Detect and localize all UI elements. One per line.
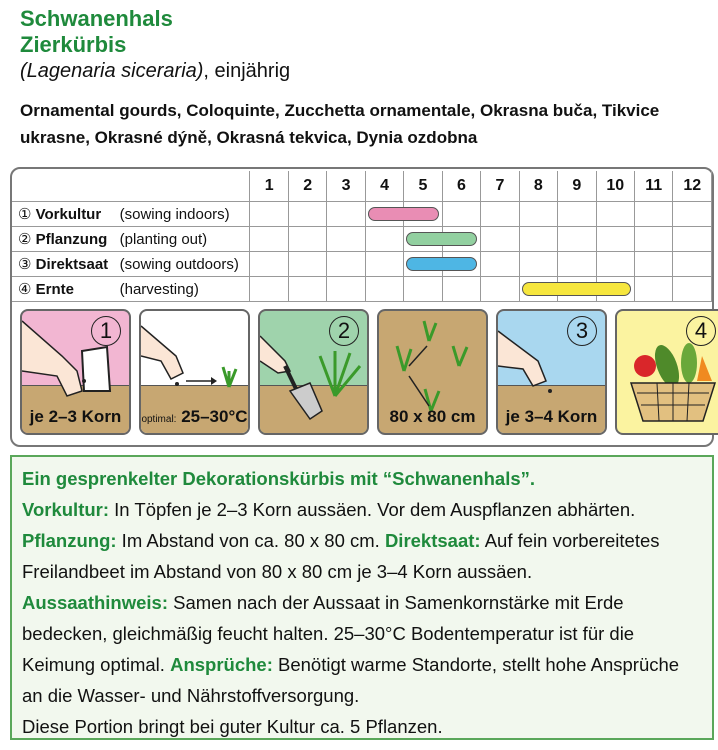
month-header: 9 [558, 171, 596, 201]
title-line2: Zierkürbis [20, 32, 127, 57]
instruction-panel [20, 309, 131, 435]
instruction-panels [20, 309, 718, 435]
step-number-badge: 4 [686, 316, 716, 346]
month-cell [288, 226, 326, 251]
period-bar [522, 282, 632, 296]
month-header: 6 [442, 171, 480, 201]
caption-text: je 2–3 Korn [29, 407, 122, 426]
month-cell [365, 226, 403, 251]
step-number-badge: 3 [567, 316, 597, 346]
month-cell [404, 226, 442, 251]
annual: , einjährig [203, 60, 291, 82]
vorkultur-label: Vorkultur: [22, 499, 110, 520]
month-cell [635, 251, 673, 276]
month-cell [558, 251, 596, 276]
month-header: 12 [673, 171, 712, 201]
month-cell [442, 276, 480, 301]
period-bar [406, 257, 477, 271]
row-label [12, 226, 250, 251]
row-label [12, 276, 250, 301]
info-box [10, 455, 714, 740]
month-cell [635, 201, 673, 226]
calendar-row [12, 226, 712, 251]
period-bar [368, 207, 439, 221]
month-cell [519, 251, 557, 276]
step-name: Vorkultur [35, 205, 102, 223]
step-number: ④ [18, 280, 32, 298]
row-label [12, 251, 250, 276]
latin: (Lagenaria siceraria) [20, 60, 204, 82]
month-header: 3 [327, 171, 365, 201]
aussaat-text: Samen nach der Aussaat in Samenkornstärke mit Erde bedecken, gleichmäßig feucht halten. 25–30°C Bodentemperatur ist für die Keimung optimal. [22, 592, 635, 675]
month-cell [519, 226, 557, 251]
month-cell [481, 251, 519, 276]
calendar-row [12, 201, 712, 226]
month-cell [558, 226, 596, 251]
caption-text: je 3–4 Korn [505, 407, 598, 426]
caption-small: optimal: [141, 414, 177, 425]
step-number-badge: 1 [91, 316, 121, 346]
step-number-badge: 2 [329, 316, 359, 346]
ansprueche-text: Benötigt warme Standorte, stellt hohe Ansprüche an die Wasser- und Nährstoffversorgung. [22, 654, 680, 706]
title-line1: Schwanenhals [20, 6, 173, 31]
month-cell [327, 226, 365, 251]
month-cell [288, 276, 326, 301]
month-cell [481, 201, 519, 226]
step-number: ① [18, 205, 32, 223]
ansprueche-label: Ansprüche: [170, 654, 273, 675]
month-header: 2 [288, 171, 326, 201]
month-header: 11 [635, 171, 673, 201]
month-cell [288, 251, 326, 276]
row-label [12, 201, 250, 226]
month-cell [481, 276, 519, 301]
pflanzung-label: Pflanzung: [22, 530, 117, 551]
product-title [20, 6, 173, 58]
month-cell [673, 226, 712, 251]
month-header: 7 [481, 171, 519, 201]
month-cell [673, 201, 712, 226]
month-cell [519, 276, 557, 301]
direktsaat-label: Direktsaat: [384, 530, 481, 551]
step-name: Ernte [35, 280, 74, 298]
calendar-row [12, 276, 712, 301]
month-cell [288, 201, 326, 226]
month-cell [673, 251, 712, 276]
caption-text: 80 x 80 cm [389, 407, 476, 426]
instruction-panel [377, 309, 488, 435]
month-cell [250, 201, 288, 226]
month-cell [404, 251, 442, 276]
instruction-panel [258, 309, 369, 435]
portion-text: Diese Portion bringt bei guter Kultur ca. 5 Pflanzen. [22, 716, 443, 737]
instruction-panel [496, 309, 607, 435]
month-cell [327, 201, 365, 226]
month-cell [250, 251, 288, 276]
aussaat-label: Aussaathinweis: [22, 592, 168, 613]
month-cell [250, 276, 288, 301]
month-cell [442, 201, 480, 226]
instruction-panel [615, 309, 718, 435]
caption-text: 25–30°C [181, 407, 248, 426]
month-cell [635, 276, 673, 301]
month-cell [596, 201, 634, 226]
panel-caption [498, 407, 605, 427]
step-english: (sowing outdoors) [119, 255, 239, 273]
calendar-row [12, 251, 712, 276]
month-header: 8 [519, 171, 557, 201]
step-name: Direktsaat [35, 255, 109, 273]
month-cell [365, 201, 403, 226]
month-cell [481, 226, 519, 251]
step-name: Pflanzung [35, 230, 108, 248]
calendar-table [12, 171, 712, 302]
month-cell [404, 276, 442, 301]
month-header: 4 [365, 171, 403, 201]
latin-name [20, 60, 290, 83]
direktsaat-text: Auf fein vorbereitetes Freilandbeet im Abstand von 80 x 80 cm je 3–4 Korn aussäen. [22, 530, 660, 582]
month-header: 1 [250, 171, 288, 201]
month-cell [558, 201, 596, 226]
month-cell [365, 251, 403, 276]
month-cell [635, 226, 673, 251]
month-header: 5 [404, 171, 442, 201]
panel-caption [379, 407, 486, 427]
pflanzung-text: Im Abstand von ca. 80 x 80 cm. [116, 530, 385, 551]
instruction-panel [139, 309, 250, 435]
step-number: ③ [18, 255, 32, 273]
month-cell [327, 251, 365, 276]
period-bar [406, 232, 477, 246]
translated-names: Ornamental gourds, Coloquinte, Zucchetta ornamentale, Okrasna buča, Tikvice ukrasne, Okrasné dýně, Okrasná tekvica, Dynia ozdobna [20, 101, 660, 147]
step-english: (harvesting) [119, 280, 199, 298]
month-cell [519, 201, 557, 226]
month-cell [250, 226, 288, 251]
month-cell [365, 276, 403, 301]
step-english: (sowing indoors) [119, 205, 230, 223]
month-cell [596, 251, 634, 276]
month-cell [327, 276, 365, 301]
step-number: ② [18, 230, 32, 248]
month-cell [673, 276, 712, 301]
month-header: 10 [596, 171, 634, 201]
panel-caption [141, 407, 248, 427]
panel-caption [22, 407, 129, 427]
vorkultur-text: In Töpfen je 2–3 Korn aussäen. Vor dem Auspflanzen abhärten. [109, 499, 636, 520]
headline: Ein gesprenkelter Dekorationskürbis mit “Schwanenhals”. [22, 468, 536, 489]
month-cell [596, 226, 634, 251]
sowing-calendar [10, 167, 714, 447]
header-blank [12, 171, 250, 201]
step-english: (planting out) [119, 230, 208, 248]
